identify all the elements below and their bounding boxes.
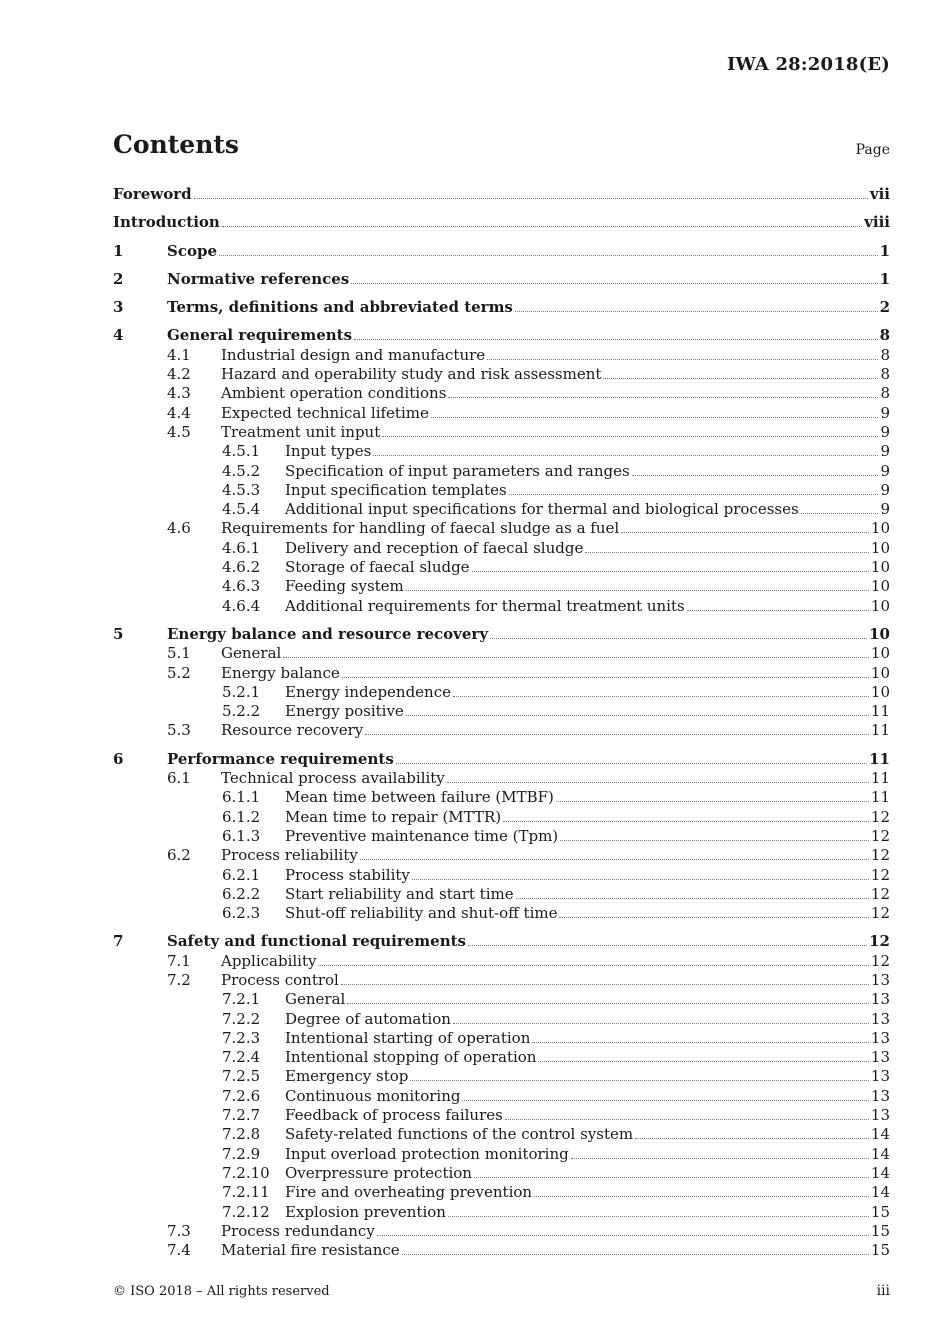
toc-entry-page: 13 [870,1067,890,1086]
toc-entry-number: 7 [113,932,124,951]
dot-leader [377,1223,869,1236]
toc-entry[interactable] [113,242,890,261]
toc-entry-page: 13 [870,1028,890,1047]
toc-entry-page: 9 [880,500,890,519]
toc-entry[interactable] [113,625,890,644]
toc-entry-page: 15 [870,1202,890,1221]
toc-entry-title: Mean time between failure (MTBF) [285,788,554,807]
toc-entry-page: 10 [870,644,890,663]
toc-entry[interactable] [113,423,890,442]
toc-entry-number: 4.6 [167,519,191,538]
toc-entry-number: 7.1 [167,951,191,970]
toc-entry-title: Industrial design and manufacture [221,345,486,364]
dot-leader [801,501,879,514]
dot-leader [382,424,878,437]
toc-entry-page: 10 [870,558,890,577]
toc-entry-page: 8 [879,326,890,345]
toc-entry-title: Hazard and operability study and risk assessment [221,365,602,384]
dot-leader [571,1146,869,1159]
dot-leader [194,186,868,199]
toc-entry-title: Energy independence [285,682,451,701]
toc-entry-title: Applicability [221,951,317,970]
document-code: IWA 28:2018(E) [726,54,890,75]
toc-entry[interactable] [113,1067,890,1086]
toc-entry[interactable] [113,1010,890,1029]
toc-entry[interactable] [113,664,890,683]
dot-leader [503,809,869,822]
toc-entry-page: 13 [870,1106,890,1125]
toc-entry-number: 4.5.2 [222,461,261,480]
toc-entry-title: Resource recovery [221,721,364,740]
toc-entry-title: Requirements for handling of faecal sludge as a fuel [221,519,620,538]
toc-entry-number: 7.2.4 [222,1048,261,1067]
dot-leader [347,991,869,1004]
toc-entry[interactable] [113,1183,890,1202]
toc-entry-number: 3 [113,298,124,317]
dot-leader [318,953,868,966]
toc-entry[interactable] [113,885,890,904]
toc-entry[interactable] [113,462,890,481]
toc-entry[interactable] [113,1048,890,1067]
dot-leader [532,1030,869,1043]
toc-entry-number: 4.2 [167,365,191,384]
dot-leader [538,1049,868,1062]
toc-entry[interactable] [113,1203,890,1222]
toc-entry-page: 9 [880,422,890,441]
toc-entry-title: Explosion prevention [285,1202,446,1221]
toc-entry-page: 9 [880,480,890,499]
dot-leader [447,770,869,783]
dot-leader [515,299,878,312]
toc-entry-page: 14 [870,1163,890,1182]
toc-entry-page: 10 [869,624,890,643]
toc-entry-page: 10 [870,538,890,557]
dot-leader [406,578,869,591]
dot-leader [621,520,869,533]
toc-entry-number: 4.3 [167,384,191,403]
toc-entry-number: 7.2.11 [222,1183,270,1202]
dot-leader [490,626,867,639]
dot-leader [453,1011,869,1024]
dot-leader [448,385,878,398]
toc-entry[interactable] [113,270,890,289]
toc-entry-page: 12 [869,932,890,951]
toc-entry[interactable] [113,827,890,846]
toc-entry-number: 5.3 [167,721,191,740]
dot-leader [354,327,878,340]
toc-entry[interactable] [113,1087,890,1106]
toc-entry-title: Input overload protection monitoring [285,1144,569,1163]
toc-entry-title: Additional requirements for thermal treatment units [285,596,685,615]
toc-entry-title: Safety and functional requirements [167,932,467,951]
toc-entry-page: vii [869,185,890,203]
dot-leader [453,684,869,697]
toc-entry-page: 13 [870,1086,890,1105]
toc-entry-number: 6.2.2 [222,884,261,903]
toc-entry-number: 7.2.6 [222,1086,261,1105]
toc-entry-page: 8 [880,365,890,384]
toc-entry[interactable] [113,721,890,740]
toc-entry-number: 4 [113,326,124,345]
toc-entry[interactable] [113,519,890,538]
dot-leader [468,933,867,946]
toc-entry-number: 7.2.9 [222,1144,261,1163]
toc-entry-title: General requirements [167,326,353,345]
toc-entry-page: 13 [870,1048,890,1067]
dot-leader [509,482,879,495]
toc-entry-title: Preventive maintenance time (Tpm) [285,826,559,845]
toc-entry-number: 4.5.1 [222,442,261,461]
toc-entry-page: 12 [870,846,890,865]
toc-entry-title: Process stability [285,865,410,884]
dot-leader [365,722,869,735]
toc-entry[interactable] [113,1125,890,1144]
toc-entry[interactable] [113,702,890,721]
toc-entry-title: Input specification templates [285,480,507,499]
toc-entry-title: Normative references [167,269,350,288]
toc-entry-title: Foreword [113,185,192,203]
toc-entry-page: 1 [879,241,890,260]
toc-entry-page: 12 [870,951,890,970]
toc-entry-number: 7.2.2 [222,1009,261,1028]
table-of-contents [113,185,890,1260]
toc-entry-page: 10 [870,577,890,596]
dot-leader [341,972,869,985]
toc-entry-number: 6.2.3 [222,904,261,923]
toc-entry[interactable] [113,298,890,317]
toc-entry-page: 11 [870,721,890,740]
toc-entry-number: 6.1.3 [222,826,261,845]
toc-entry-number: 6.2 [167,846,191,865]
toc-entry-page: 12 [870,865,890,884]
toc-entry-title: Process control [221,970,339,989]
toc-entry[interactable] [113,750,890,769]
dot-leader [474,1165,869,1178]
toc-entry-page: 12 [870,884,890,903]
toc-entry-title: Intentional starting of operation [285,1028,531,1047]
toc-entry[interactable] [113,1106,890,1125]
toc-entry-number: 7.2.8 [222,1125,261,1144]
toc-entry[interactable] [113,644,890,663]
toc-entry-title: Feedback of process failures [285,1106,503,1125]
toc-entry-number: 7.2.3 [222,1028,261,1047]
toc-entry-title: Overpressure protection [285,1163,472,1182]
dot-leader [448,1204,869,1217]
toc-entry[interactable] [113,384,890,403]
toc-entry-title: Expected technical lifetime [221,403,429,422]
toc-entry-number: 7.2.1 [222,990,261,1009]
toc-entry-page: 11 [869,749,890,768]
toc-entry-title: Treatment unit input [221,422,381,441]
dot-leader [222,214,862,227]
dot-leader [412,867,869,880]
toc-entry-number: 4.6.1 [222,538,261,557]
toc-entry[interactable] [113,788,890,807]
toc-entry-page: 12 [870,807,890,826]
page-column-label: Page [855,142,890,158]
dot-leader [534,1184,869,1197]
toc-entry[interactable] [113,1145,890,1164]
dot-leader [585,540,869,553]
dot-leader [462,1088,868,1101]
toc-entry-title: Continuous monitoring [285,1086,461,1105]
toc-entry-page: 9 [880,403,890,422]
toc-entry-page: 12 [870,904,890,923]
toc-entry[interactable] [113,442,890,461]
toc-entry-title: Energy balance and resource recovery [167,624,489,643]
dot-leader [632,463,879,476]
toc-entry-page: 12 [870,826,890,845]
toc-entry-title: Degree of automation [285,1009,451,1028]
dot-leader [556,789,869,802]
toc-entry-page: 1 [879,269,890,288]
toc-entry-page: 11 [870,702,890,721]
toc-entry-number: 6.1.2 [222,807,261,826]
toc-entry[interactable] [113,365,890,384]
toc-entry-title: Terms, definitions and abbreviated terms [167,298,513,317]
toc-entry-number: 4.6.3 [222,577,261,596]
toc-entry-number: 4.4 [167,403,191,422]
toc-entry-page: 13 [870,1009,890,1028]
page-title: Contents [113,130,240,159]
toc-entry-title: Start reliability and start time [285,884,514,903]
toc-entry-number: 6.1 [167,769,191,788]
toc-entry[interactable] [113,1222,890,1241]
toc-entry-title: Technical process availability [221,769,445,788]
toc-entry-page: 13 [870,990,890,1009]
toc-entry-title: Input types [285,442,372,461]
toc-entry[interactable] [113,952,890,971]
toc-entry-number: 7.2 [167,970,191,989]
dot-leader [487,347,878,360]
toc-entry-title: Shut-off reliability and shut-off time [285,904,558,923]
toc-entry-page: 10 [870,663,890,682]
toc-entry[interactable] [113,404,890,423]
toc-entry-number: 5.2 [167,663,191,682]
toc-entry-number: 6 [113,749,124,768]
toc-entry[interactable] [113,990,890,1009]
toc-entry-title: Process reliability [221,846,358,865]
toc-entry[interactable] [113,971,890,990]
toc-entry-number: 5.2.1 [222,682,261,701]
toc-entry[interactable] [113,1029,890,1048]
toc-entry-number: 4.5.4 [222,500,261,519]
toc-entry-title: Specification of input parameters and ranges [285,461,630,480]
toc-entry-title: Fire and overheating prevention [285,1183,533,1202]
toc-entry-title: Scope [167,241,218,260]
toc-entry-number: 7.3 [167,1221,191,1240]
toc-entry-title: Ambient operation conditions [221,384,447,403]
toc-entry-page: 13 [870,970,890,989]
toc-entry[interactable] [113,346,890,365]
toc-entry-title: Energy balance [221,663,340,682]
toc-entry-number: 1 [113,241,124,260]
toc-entry-page: 14 [870,1125,890,1144]
toc-entry[interactable] [113,808,890,827]
toc-entry[interactable] [113,558,890,577]
toc-entry-title: Process redundancy [221,1221,375,1240]
toc-entry-title: Mean time to repair (MTTR) [285,807,502,826]
toc-entry-number: 7.2.12 [222,1202,270,1221]
dot-leader [559,905,868,918]
dot-leader [351,271,877,284]
dot-leader [283,645,869,658]
toc-entry[interactable] [113,577,890,596]
toc-entry[interactable] [113,769,890,788]
toc-entry-number: 4.5 [167,422,191,441]
toc-entry-title: Performance requirements [167,749,394,768]
dot-leader [342,665,869,678]
toc-entry-number: 2 [113,269,124,288]
dot-leader [431,405,879,418]
dot-leader [687,598,869,611]
toc-entry-number: 5 [113,624,124,643]
dot-leader [396,751,867,764]
dot-leader [406,703,869,716]
toc-entry[interactable] [113,932,890,951]
toc-entry-page: 15 [870,1241,890,1260]
toc-entry-number: 6.2.1 [222,865,261,884]
toc-entry-page: 9 [880,442,890,461]
toc-entry-page: 9 [880,461,890,480]
dot-leader [472,559,869,572]
toc-entry[interactable] [113,597,890,616]
toc-entry-number: 5.1 [167,644,191,663]
toc-entry-number: 4.5.3 [222,480,261,499]
toc-entry[interactable] [113,481,890,500]
toc-entry-page: 11 [870,769,890,788]
toc-entry[interactable] [113,539,890,558]
toc-entry[interactable] [113,683,890,702]
dot-leader [410,1068,869,1081]
toc-entry-number: 7.2.7 [222,1106,261,1125]
toc-entry[interactable] [113,1241,890,1260]
toc-entry-title: Intentional stopping of operation [285,1048,537,1067]
toc-entry[interactable] [113,866,890,885]
toc-entry[interactable] [113,1164,890,1183]
toc-entry[interactable] [113,326,890,345]
dot-leader [505,1107,869,1120]
toc-entry-number: 6.1.1 [222,788,261,807]
toc-entry-title: Emergency stop [285,1067,409,1086]
toc-entry-number: 5.2.2 [222,702,261,721]
toc-entry-number: 4.1 [167,345,191,364]
toc-entry-number: 7.4 [167,1241,191,1260]
toc-entry-page: 14 [870,1144,890,1163]
copyright-notice: © ISO 2018 – All rights reserved [113,1284,330,1299]
toc-entry[interactable] [113,185,890,204]
toc-entry[interactable] [113,213,890,232]
toc-entry-page: 10 [870,596,890,615]
toc-entry-number: 4.6.4 [222,596,261,615]
toc-entry-title: Storage of faecal sludge [285,558,470,577]
toc-entry-title: Material fire resistance [221,1241,400,1260]
dot-leader [360,847,869,860]
toc-entry-page: 15 [870,1221,890,1240]
toc-entry-page: 11 [870,788,890,807]
toc-entry-title: Energy positive [285,702,404,721]
toc-entry-title: General [285,990,346,1009]
toc-entry-page: viii [864,213,890,232]
toc-entry[interactable] [113,500,890,519]
page-number: iii [876,1283,890,1299]
toc-entry-number: 7.2.5 [222,1067,261,1086]
toc-entry[interactable] [113,904,890,923]
dot-leader [635,1126,869,1139]
dot-leader [402,1242,869,1255]
dot-leader [373,443,878,456]
toc-entry-title: Introduction [113,213,220,232]
dot-leader [219,243,878,256]
toc-entry-page: 8 [880,384,890,403]
toc-entry-page: 2 [879,298,890,317]
toc-entry[interactable] [113,846,890,865]
toc-entry-title: Delivery and reception of faecal sludge [285,538,584,557]
toc-entry-title: Feeding system [285,577,404,596]
toc-entry-page: 10 [870,519,890,538]
toc-entry-page: 8 [880,345,890,364]
dot-leader [516,886,869,899]
toc-entry-page: 10 [870,682,890,701]
toc-entry-page: 14 [870,1183,890,1202]
dot-leader [603,366,878,379]
toc-entry-number: 7.2.10 [222,1163,270,1182]
toc-entry-title: Additional input specifications for thermal and biological processes [285,500,799,519]
toc-entry-title: Safety-related functions of the control system [285,1125,634,1144]
toc-entry-number: 4.6.2 [222,558,261,577]
toc-entry-title: General [221,644,282,663]
dot-leader [560,828,869,841]
